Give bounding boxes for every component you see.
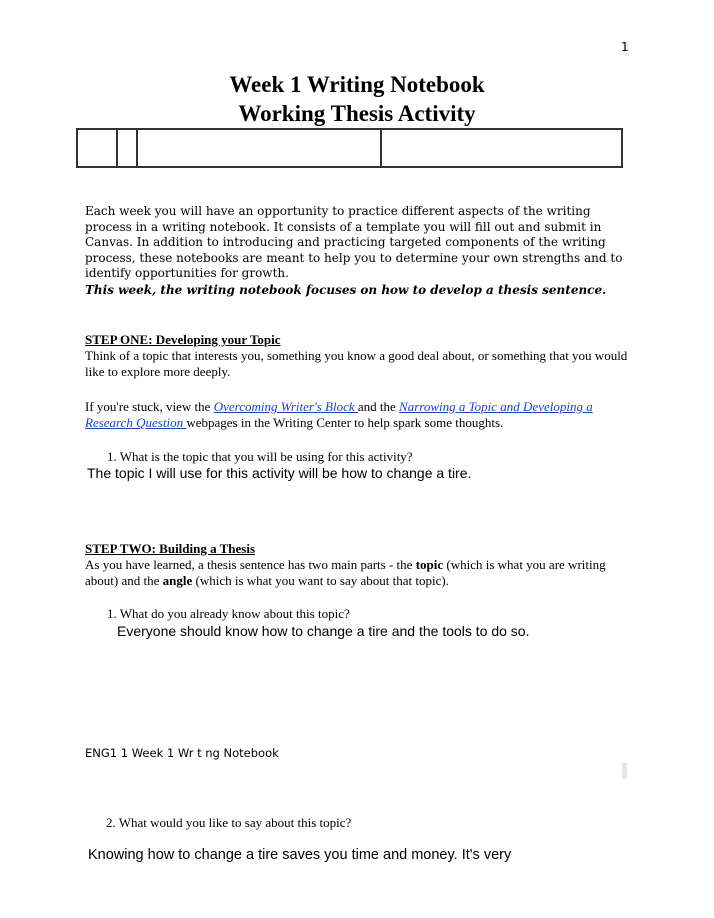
topic-term: topic	[415, 557, 444, 572]
resources-middle: and the	[357, 399, 400, 414]
resources-paragraph	[85, 399, 630, 431]
step-two-question-1: 1. What do you already know about this topic?	[107, 606, 350, 621]
step-two-answer-2[interactable]: Knowing how to change a tire saves you time and money. It's very	[88, 847, 512, 863]
header-table	[76, 128, 623, 168]
step-two-text	[85, 557, 630, 589]
page-footer: ENG1 1 Week 1 Wr t ng Notebook	[85, 746, 279, 760]
step-two-text-b: (which is what you are writing about) and the	[85, 557, 606, 588]
resources-prefix: If you're stuck, view the	[85, 399, 214, 414]
angle-term: angle	[162, 573, 193, 588]
resources-suffix: webpages in the Writing Center to help spark some thoughts.	[186, 415, 504, 430]
header-cell-1[interactable]	[78, 130, 118, 166]
focus-statement: This week, the writing notebook focuses on how to develop a thesis sentence.	[85, 283, 607, 297]
header-cell-3[interactable]	[136, 130, 382, 166]
intro-paragraph: Each week you will have an opportunity to practice different aspects of the writing process in a writing notebook. It consists of a template you will fill out and submit in Canvas. In addition to introducing and practicing targeted components of the writing process, these notebooks are meant to help you to determine your own strengths and to identify opportunities for growth.	[85, 204, 623, 280]
document-subtitle: Working Thesis Activity	[238, 101, 476, 126]
step-two-text-c: (which is what you want to say about that topic).	[192, 573, 449, 588]
step-two-question-2: 2. What would you like to say about this topic?	[106, 815, 352, 830]
page-break-marker	[622, 763, 627, 779]
step-two-text-a: As you have learned, a thesis sentence has two main parts - the	[85, 557, 416, 572]
overcoming-writers-block-link[interactable]: Overcoming Writer's Block	[213, 399, 358, 414]
header-cell-2[interactable]	[116, 130, 138, 166]
document-title: Week 1 Writing Notebook	[229, 72, 485, 97]
header-cell-4[interactable]	[380, 130, 621, 166]
step-two-answer-1[interactable]: Everyone should know how to change a tire and the tools to do so.	[117, 623, 530, 639]
step-one-heading: STEP ONE: Developing your Topic	[85, 332, 281, 347]
step-one-text: Think of a topic that interests you, something you know a good deal about, or something that you would like to explore more deeply.	[85, 348, 628, 379]
narrowing-topic-link[interactable]: Narrowing a Topic and Developing a Research Question	[85, 399, 593, 430]
step-one-question: 1. What is the topic that you will be using for this activity?	[107, 449, 413, 464]
step-two-heading: STEP TWO: Building a Thesis	[85, 541, 256, 556]
page-number: 1	[621, 40, 629, 54]
step-one-answer[interactable]: The topic I will use for this activity will be how to change a tire.	[87, 465, 472, 481]
